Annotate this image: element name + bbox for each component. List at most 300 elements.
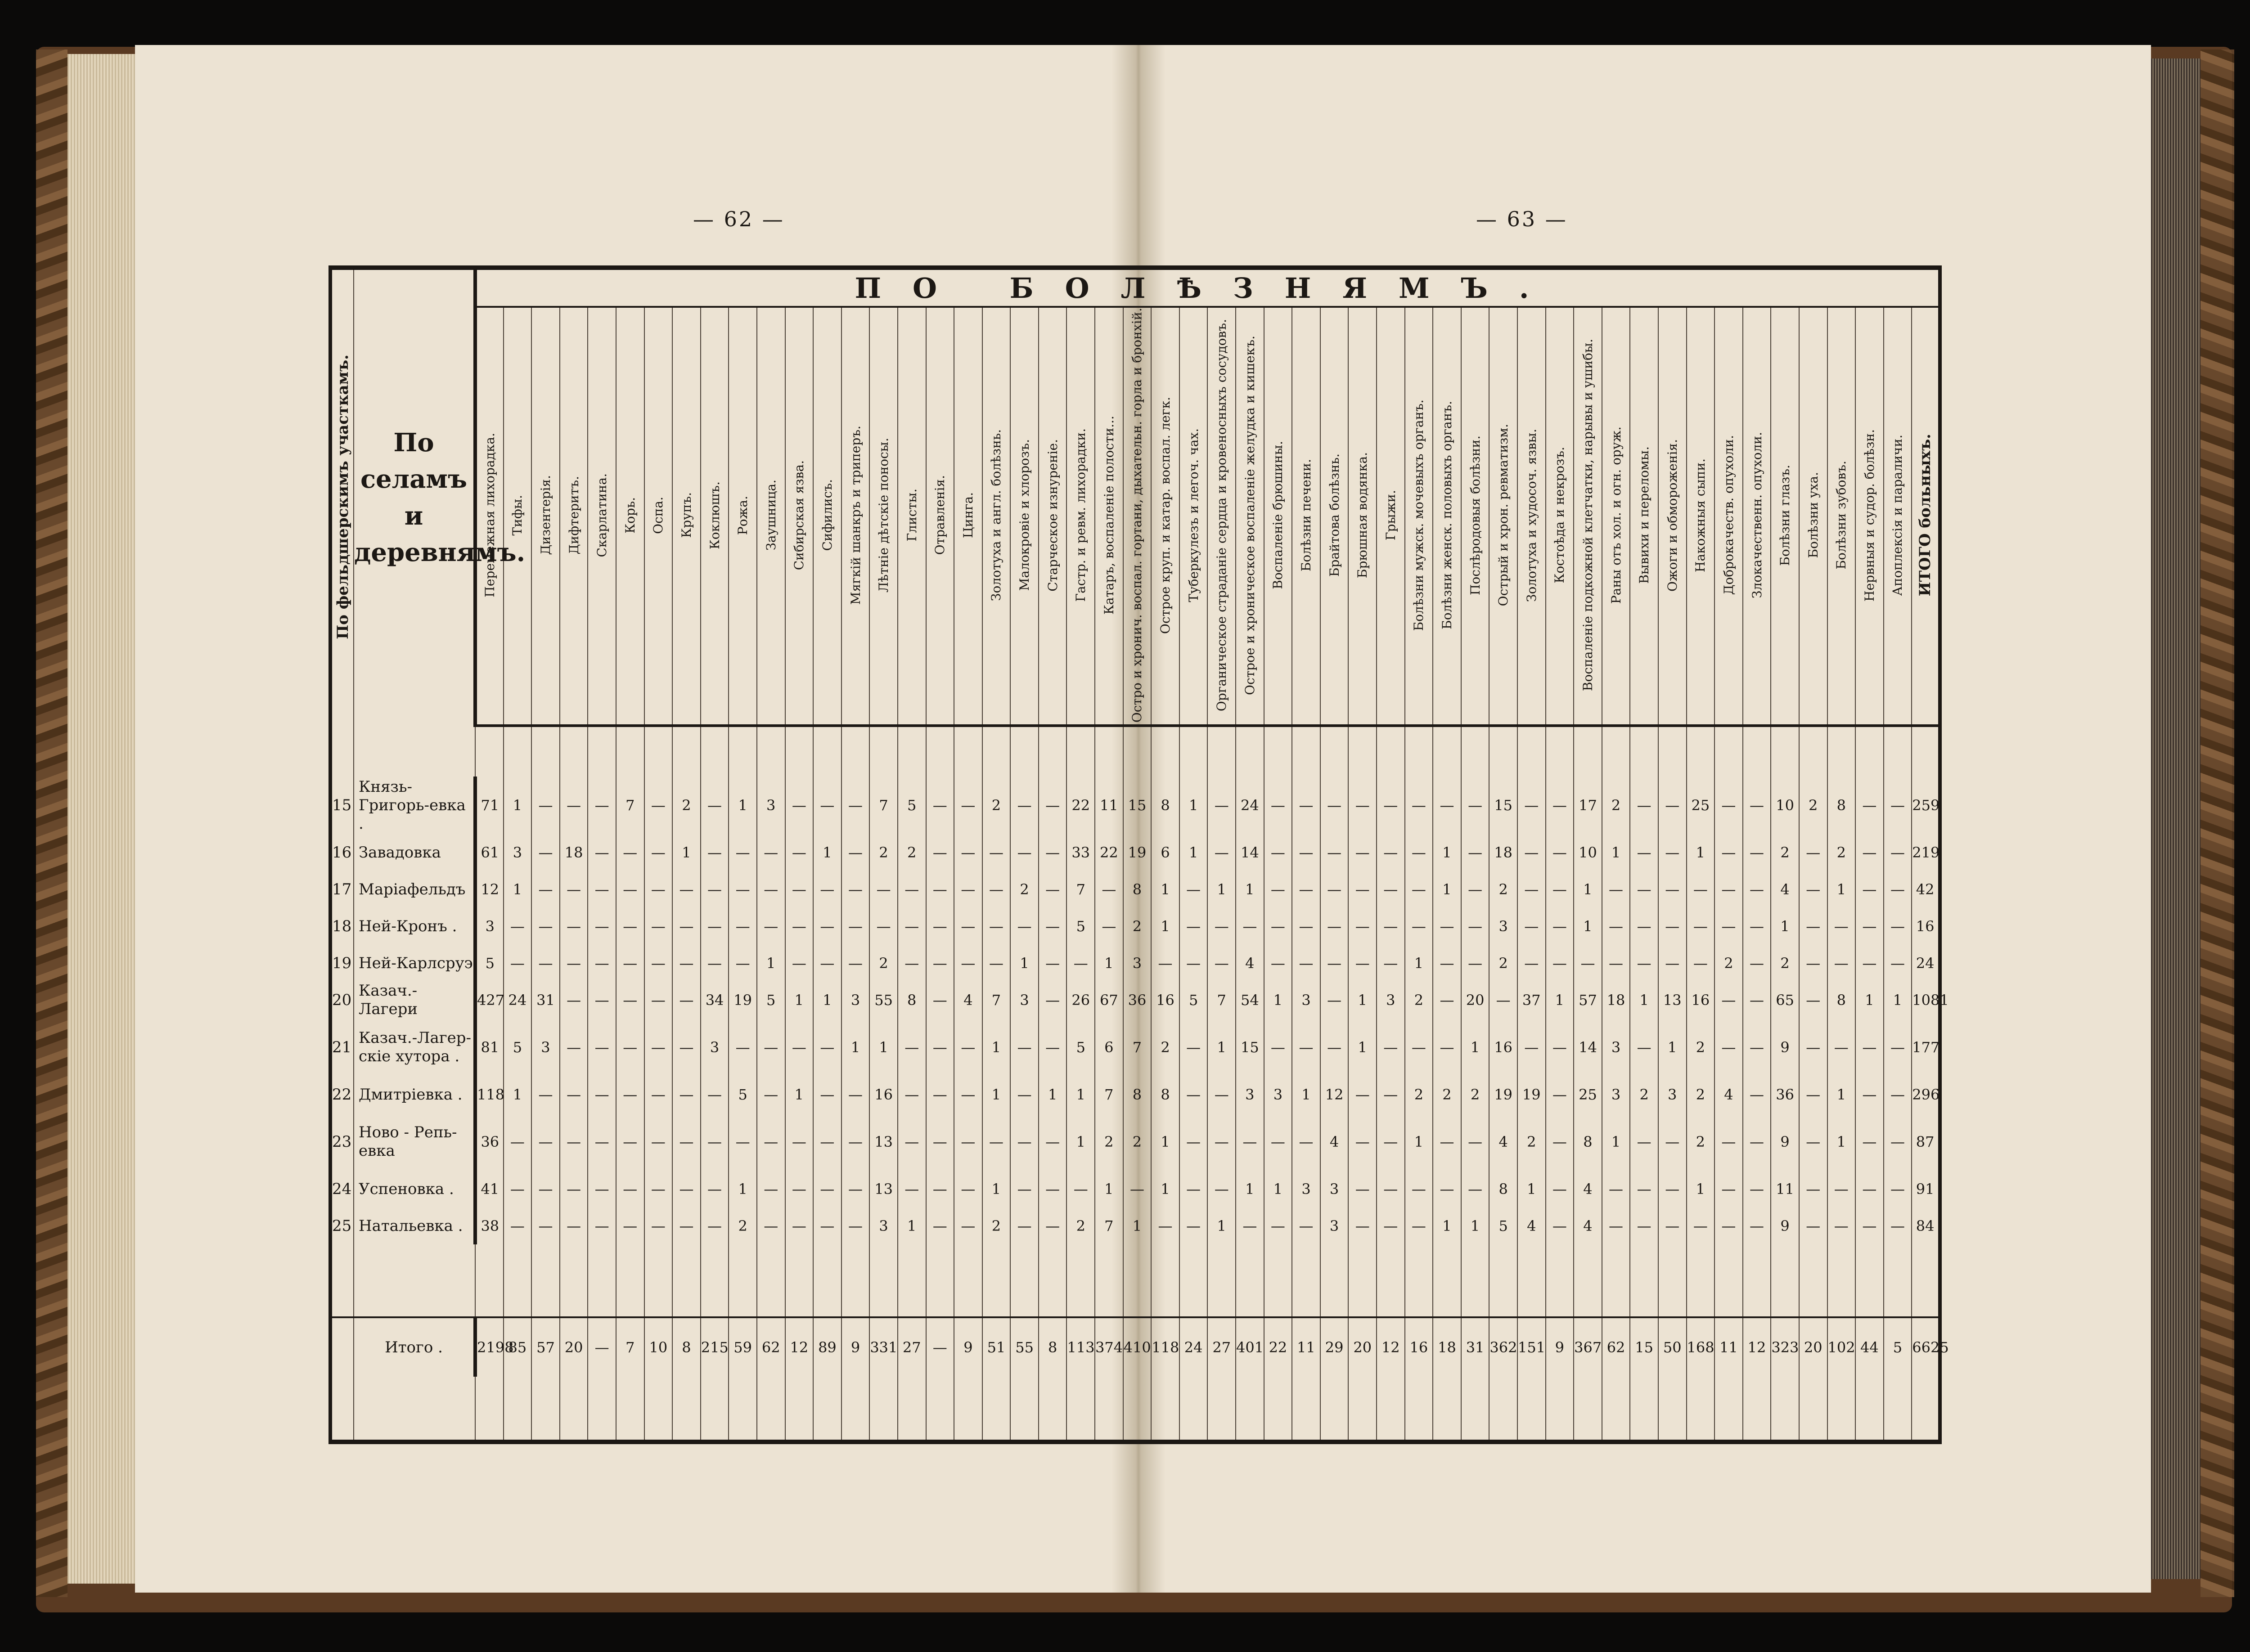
- table-cell: —: [813, 908, 842, 945]
- table-cell: 2: [1687, 1113, 1715, 1171]
- table-cell: —: [1433, 777, 1461, 834]
- empty-cell: [1377, 1244, 1405, 1317]
- table-cell: —: [1743, 945, 1771, 982]
- table-cell: 2: [1151, 1019, 1179, 1076]
- table-cell: 427: [475, 982, 504, 1019]
- table-cell: —: [785, 908, 814, 945]
- table-cell: —: [1546, 945, 1574, 982]
- table-cell: —: [926, 908, 954, 945]
- table-cell: —: [926, 1113, 954, 1171]
- empty-cell: [1912, 1244, 1940, 1317]
- empty-cell: [616, 1244, 644, 1317]
- empty-cell: [1743, 1244, 1771, 1317]
- table-cell: —: [1095, 908, 1123, 945]
- table-cell: —: [1658, 1171, 1687, 1208]
- table-cell: —: [1348, 1208, 1377, 1244]
- totals-cell: 89: [813, 1317, 842, 1377]
- table-cell: 1: [1405, 1113, 1433, 1171]
- table-cell: 2: [1095, 1113, 1123, 1171]
- table-cell: 3: [1236, 1076, 1264, 1113]
- empty-cell: [330, 1317, 354, 1377]
- table-cell: 2: [982, 1208, 1011, 1244]
- table-cell: —: [757, 871, 785, 908]
- totals-cell: 31: [1461, 1317, 1490, 1377]
- table-cell: —: [1292, 777, 1320, 834]
- empty-cell: [504, 1377, 532, 1442]
- table-cell: 3: [842, 982, 870, 1019]
- table-cell: —: [813, 1019, 842, 1076]
- column-header: Оспа.: [644, 307, 673, 726]
- row-total: 84: [1912, 1208, 1940, 1244]
- table-cell: —: [504, 908, 532, 945]
- empty-cell: [1771, 1244, 1799, 1317]
- table-cell: 5: [729, 1076, 757, 1113]
- table-cell: 6: [1151, 834, 1179, 871]
- totals-cell: 8: [1039, 1317, 1067, 1377]
- table-cell: 5: [757, 982, 785, 1019]
- totals-cell: 10: [644, 1317, 673, 1377]
- table-cell: —: [588, 982, 616, 1019]
- table-cell: 1: [1630, 982, 1658, 1019]
- table-cell: —: [1207, 1171, 1236, 1208]
- totals-cell: 102: [1827, 1317, 1856, 1377]
- table-cell: —: [1855, 1208, 1884, 1244]
- column-header: Острое круп. и катар. воспал. легк.: [1151, 307, 1179, 726]
- table-cell: 7: [1095, 1208, 1123, 1244]
- totals-cell: 401: [1236, 1317, 1264, 1377]
- table-cell: 7: [1207, 982, 1236, 1019]
- table-cell: —: [1799, 1208, 1827, 1244]
- table-cell: —: [1714, 908, 1743, 945]
- table-cell: 24: [1236, 777, 1264, 834]
- empty-cell: [1433, 726, 1461, 777]
- totals-cell: 85: [504, 1317, 532, 1377]
- table-cell: —: [1377, 834, 1405, 871]
- table-cell: —: [1377, 1171, 1405, 1208]
- table-row: [330, 834, 1940, 871]
- table-cell: —: [813, 1113, 842, 1171]
- table-cell: —: [672, 1113, 701, 1171]
- empty-cell: [1912, 1377, 1940, 1442]
- table-cell: —: [1264, 945, 1292, 982]
- table-cell: 1: [1405, 945, 1433, 982]
- table-cell: —: [1743, 871, 1771, 908]
- empty-cell: [701, 726, 729, 777]
- table-cell: —: [1095, 871, 1123, 908]
- table-cell: —: [588, 945, 616, 982]
- totals-cell: 59: [729, 1317, 757, 1377]
- table-cell: 15: [1489, 777, 1517, 834]
- table-cell: —: [1743, 908, 1771, 945]
- table-cell: —: [560, 1076, 588, 1113]
- empty-cell: [588, 726, 616, 777]
- table-cell: —: [1292, 908, 1320, 945]
- row-total: 42: [1912, 871, 1940, 908]
- table-cell: 1: [1771, 908, 1799, 945]
- totals-cell: 151: [1517, 1317, 1546, 1377]
- empty-cell: [1855, 726, 1884, 777]
- disease-statistics-table: [328, 265, 1949, 1444]
- page-number-left: — 62 —: [693, 207, 785, 231]
- table-cell: 4: [1714, 1076, 1743, 1113]
- table-cell: 1: [757, 945, 785, 982]
- table-cell: —: [1264, 871, 1292, 908]
- table-cell: —: [785, 1208, 814, 1244]
- table-cell: —: [616, 834, 644, 871]
- table-cell: —: [1207, 1076, 1236, 1113]
- table-cell: —: [616, 871, 644, 908]
- table-cell: 8: [1827, 982, 1856, 1019]
- table-cell: —: [954, 1076, 982, 1113]
- table-cell: 65: [1771, 982, 1799, 1019]
- table-cell: —: [1630, 1019, 1658, 1076]
- column-header: Мягкій шанкръ и триперъ.: [842, 307, 870, 726]
- table-cell: —: [1179, 1019, 1208, 1076]
- table-cell: 1: [1461, 1019, 1490, 1076]
- table-cell: —: [531, 777, 560, 834]
- table-cell: 25: [1687, 777, 1715, 834]
- empty-cell: [1066, 1377, 1095, 1442]
- table-cell: 1: [1433, 1208, 1461, 1244]
- empty-cell: [1884, 1377, 1912, 1442]
- table-cell: 1: [1433, 834, 1461, 871]
- table-cell: 1: [813, 834, 842, 871]
- column-header: Лѣтніе дѣтскіе поносы.: [869, 307, 898, 726]
- empty-cell: [1743, 1377, 1771, 1442]
- table-cell: —: [644, 982, 673, 1019]
- table-cell: 17: [1574, 777, 1602, 834]
- table-cell: 1: [1151, 908, 1179, 945]
- row-number: 15: [330, 777, 354, 834]
- table-cell: —: [954, 1019, 982, 1076]
- table-cell: —: [1799, 982, 1827, 1019]
- table-cell: 7: [1123, 1019, 1152, 1076]
- totals-cell: 22: [1264, 1317, 1292, 1377]
- village-name: Ней-Карлсруэ: [354, 945, 475, 982]
- table-cell: 3: [1377, 982, 1405, 1019]
- table-cell: 5: [1179, 982, 1208, 1019]
- empty-cell: [475, 1377, 504, 1442]
- table-cell: —: [954, 834, 982, 871]
- table-cell: —: [1151, 1208, 1179, 1244]
- table-cell: —: [616, 1208, 644, 1244]
- table-cell: —: [1714, 1019, 1743, 1076]
- table-cell: 3: [1602, 1076, 1630, 1113]
- empty-cell: [813, 726, 842, 777]
- table-cell: —: [1884, 1113, 1912, 1171]
- totals-cell: 9: [1546, 1317, 1574, 1377]
- empty-cell: [1658, 1244, 1687, 1317]
- empty-cell: [1461, 1377, 1490, 1442]
- table-cell: 2: [1461, 1076, 1490, 1113]
- table-cell: 1: [1066, 1076, 1095, 1113]
- totals-cell: 9: [842, 1317, 870, 1377]
- column-header: Заушница.: [757, 307, 785, 726]
- empty-cell: [1602, 1377, 1630, 1442]
- totals-cell: 367: [1574, 1317, 1602, 1377]
- empty-cell: [1236, 1377, 1264, 1442]
- table-cell: 1: [1010, 945, 1039, 982]
- empty-cell: [1348, 1244, 1377, 1317]
- table-cell: 8: [1574, 1113, 1602, 1171]
- totals-cell: 12: [1743, 1317, 1771, 1377]
- table-cell: 38: [475, 1208, 504, 1244]
- village-name: Ней-Кронъ .: [354, 908, 475, 945]
- table-cell: 22: [1095, 834, 1123, 871]
- table-cell: —: [1658, 1113, 1687, 1171]
- table-cell: —: [1743, 1076, 1771, 1113]
- empty-cell: [1517, 1244, 1546, 1317]
- row-number: 16: [330, 834, 354, 871]
- column-header: Апоплексія и параличи.: [1884, 307, 1912, 726]
- table-cell: 7: [982, 982, 1011, 1019]
- table-cell: —: [1546, 1171, 1574, 1208]
- table-row: [330, 908, 1940, 945]
- table-cell: 2: [1630, 1076, 1658, 1113]
- table-cell: —: [926, 945, 954, 982]
- table-cell: —: [1602, 1171, 1630, 1208]
- table-cell: —: [898, 871, 926, 908]
- table-cell: —: [926, 871, 954, 908]
- table-cell: 4: [1489, 1113, 1517, 1171]
- table-cell: —: [1433, 908, 1461, 945]
- empty-cell: [1039, 1377, 1067, 1442]
- row-number: 23: [330, 1113, 354, 1171]
- totals-cell: 20: [1348, 1317, 1377, 1377]
- table-cell: —: [729, 871, 757, 908]
- table-cell: —: [588, 834, 616, 871]
- empty-cell: [842, 1244, 870, 1317]
- table-cell: 1: [842, 1019, 870, 1076]
- table-cell: —: [954, 871, 982, 908]
- table-cell: —: [1517, 871, 1546, 908]
- table-cell: —: [1658, 834, 1687, 871]
- table-cell: 5: [1489, 1208, 1517, 1244]
- table-cell: 2: [1714, 945, 1743, 982]
- table-cell: —: [1630, 908, 1658, 945]
- table-cell: —: [898, 1171, 926, 1208]
- table-cell: —: [1714, 1208, 1743, 1244]
- empty-cell: [982, 1377, 1011, 1442]
- empty-cell: [644, 1377, 673, 1442]
- table-cell: —: [616, 1113, 644, 1171]
- table-cell: 1: [1517, 1171, 1546, 1208]
- table-cell: 3: [1264, 1076, 1292, 1113]
- column-header: Сифилисъ.: [813, 307, 842, 726]
- table-cell: —: [1377, 871, 1405, 908]
- row-total: 1081: [1912, 982, 1940, 1019]
- table-cell: 8: [1123, 1076, 1152, 1113]
- table-cell: —: [1714, 777, 1743, 834]
- table-cell: 13: [869, 1113, 898, 1171]
- row-number: 19: [330, 945, 354, 982]
- table-cell: —: [954, 908, 982, 945]
- column-header: Грыжи.: [1377, 307, 1405, 726]
- table-cell: —: [813, 945, 842, 982]
- table-cell: —: [1743, 1113, 1771, 1171]
- totals-cell: 11: [1714, 1317, 1743, 1377]
- row-total: 91: [1912, 1171, 1940, 1208]
- village-name: Князь-Григорь-евка .: [354, 777, 475, 834]
- table-cell: 7: [869, 777, 898, 834]
- table-cell: 11: [1095, 777, 1123, 834]
- table-cell: —: [1799, 834, 1827, 871]
- empty-cell: [672, 1244, 701, 1317]
- empty-cell: [1123, 1244, 1152, 1317]
- empty-cell: [560, 726, 588, 777]
- table-cell: —: [1264, 777, 1292, 834]
- table-cell: 5: [1066, 908, 1095, 945]
- empty-cell: [1743, 726, 1771, 777]
- empty-cell: [1405, 726, 1433, 777]
- table-cell: 5: [1066, 1019, 1095, 1076]
- empty-cell: [729, 1377, 757, 1442]
- table-cell: 12: [475, 871, 504, 908]
- table-cell: —: [1348, 1171, 1377, 1208]
- table-cell: 1: [1827, 1113, 1856, 1171]
- table-cell: —: [1179, 871, 1208, 908]
- table-cell: —: [842, 1113, 870, 1171]
- village-name: Успеновка .: [354, 1171, 475, 1208]
- table-cell: —: [842, 908, 870, 945]
- empty-cell: [1714, 726, 1743, 777]
- empty-cell: [926, 1244, 954, 1317]
- table-cell: —: [616, 1076, 644, 1113]
- totals-cell: 362: [1489, 1317, 1517, 1377]
- table-cell: —: [1630, 1171, 1658, 1208]
- table-cell: —: [1799, 1113, 1827, 1171]
- table-cell: —: [842, 1076, 870, 1113]
- table-cell: 71: [475, 777, 504, 834]
- empty-cell: [1179, 1244, 1208, 1317]
- row-number: 18: [330, 908, 354, 945]
- table-cell: 2: [1489, 945, 1517, 982]
- table-cell: 8: [1489, 1171, 1517, 1208]
- table-cell: —: [1884, 1208, 1912, 1244]
- table-cell: 1: [1123, 1208, 1152, 1244]
- table-cell: 34: [701, 982, 729, 1019]
- table-row: [330, 1113, 1940, 1171]
- table-cell: 15: [1236, 1019, 1264, 1076]
- column-header: Послѣродовыя болѣзни.: [1461, 307, 1490, 726]
- table-cell: —: [1433, 1113, 1461, 1171]
- table-cell: 4: [1320, 1113, 1349, 1171]
- column-header: Костоѣда и некрозъ.: [1546, 307, 1574, 726]
- column-header: Болѣзни мужск. мочевыхъ органъ.: [1405, 307, 1433, 726]
- column-header: ИТОГО больныхъ.: [1912, 307, 1940, 726]
- totals-cell: 20: [1799, 1317, 1827, 1377]
- table-cell: —: [1855, 777, 1884, 834]
- column-header: Органическое страданіе сердца и кровеносныхъ сосудовъ.: [1207, 307, 1236, 726]
- table-cell: —: [1405, 1019, 1433, 1076]
- village-name: Ново - Репь-евка: [354, 1113, 475, 1171]
- table-cell: 2: [869, 945, 898, 982]
- column-header: Болѣзни уха.: [1799, 307, 1827, 726]
- empty-cell: [1095, 726, 1123, 777]
- empty-cell: [701, 1244, 729, 1317]
- table-cell: 5: [475, 945, 504, 982]
- table-cell: —: [1461, 1171, 1490, 1208]
- table-cell: —: [1602, 908, 1630, 945]
- table-cell: —: [785, 1113, 814, 1171]
- table-cell: —: [1292, 1208, 1320, 1244]
- table-cell: —: [982, 1113, 1011, 1171]
- empty-cell: [1151, 1244, 1179, 1317]
- table-cell: —: [1320, 908, 1349, 945]
- table-cell: —: [560, 777, 588, 834]
- table-cell: 1: [1151, 1171, 1179, 1208]
- table-cell: —: [1489, 982, 1517, 1019]
- column-header: Золотуха и англ. болѣзнь.: [982, 307, 1011, 726]
- column-header: Коклюшъ.: [701, 307, 729, 726]
- empty-cell: [785, 1377, 814, 1442]
- empty-cell: [531, 726, 560, 777]
- table-cell: 2: [898, 834, 926, 871]
- empty-cell: [1912, 726, 1940, 777]
- table-cell: —: [898, 1113, 926, 1171]
- table-cell: —: [1433, 1171, 1461, 1208]
- empty-cell: [672, 726, 701, 777]
- empty-cell: [1771, 1377, 1799, 1442]
- table-cell: —: [504, 1208, 532, 1244]
- totals-cell: 5: [1884, 1317, 1912, 1377]
- table-cell: 2: [1771, 834, 1799, 871]
- table-cell: —: [1687, 908, 1715, 945]
- table-cell: 2: [1066, 1208, 1095, 1244]
- empty-cell: [1630, 726, 1658, 777]
- table-cell: —: [1010, 777, 1039, 834]
- empty-cell: [1687, 726, 1715, 777]
- table-cell: —: [785, 871, 814, 908]
- table-cell: —: [1292, 834, 1320, 871]
- column-header: Крупъ.: [672, 307, 701, 726]
- table-cell: 10: [1574, 834, 1602, 871]
- table-cell: —: [1433, 945, 1461, 982]
- table-cell: 1: [672, 834, 701, 871]
- table-row: [330, 871, 1940, 908]
- table-cell: —: [1855, 1076, 1884, 1113]
- empty-cell: [1489, 1377, 1517, 1442]
- totals-cell: 62: [1602, 1317, 1630, 1377]
- table-cell: —: [1517, 777, 1546, 834]
- table-cell: —: [954, 777, 982, 834]
- table-cell: 1: [1827, 1076, 1856, 1113]
- table-cell: 9: [1771, 1208, 1799, 1244]
- table-cell: —: [531, 834, 560, 871]
- table-cell: —: [1884, 777, 1912, 834]
- table-cell: 2: [1123, 908, 1152, 945]
- table-cell: —: [1207, 945, 1236, 982]
- table-cell: —: [757, 1113, 785, 1171]
- empty-cell: [1517, 1377, 1546, 1442]
- table-cell: 9: [1771, 1113, 1799, 1171]
- table-cell: —: [1743, 1171, 1771, 1208]
- table-cell: —: [785, 1171, 814, 1208]
- table-cell: —: [504, 945, 532, 982]
- table-cell: —: [1461, 871, 1490, 908]
- empty-cell: [1264, 726, 1292, 777]
- empty-cell: [1066, 1244, 1095, 1317]
- column-header: Золотуха и худосоч. язвы.: [1517, 307, 1546, 726]
- table-cell: —: [1264, 1208, 1292, 1244]
- empty-cell: [1827, 1244, 1856, 1317]
- table-cell: —: [1348, 908, 1377, 945]
- column-header: Глисты.: [898, 307, 926, 726]
- table-cell: 1: [504, 871, 532, 908]
- table-cell: —: [1010, 1171, 1039, 1208]
- table-cell: 10: [1771, 777, 1799, 834]
- table-cell: 1: [1602, 1113, 1630, 1171]
